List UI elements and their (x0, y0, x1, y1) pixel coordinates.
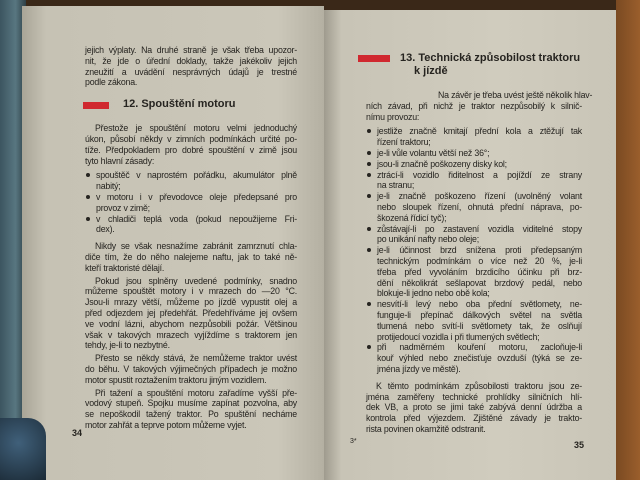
bullet-dot-icon (86, 173, 90, 177)
text-line: Nikdy se však nesnažíme zabránit zamrznutí chla- (95, 241, 297, 252)
bullet-item (366, 191, 582, 223)
bullet-dot-icon (367, 151, 371, 155)
text-line: dex). (96, 224, 115, 235)
paragraph (366, 381, 582, 435)
text-line: ních závad, při nichž je traktor nezpůsobilý k silnič- (366, 100, 582, 111)
text-line: kteří traktoristé dělají. (85, 262, 165, 273)
heading-line: k jízdě (414, 65, 448, 77)
text-line: tlumená nebo svítí-li světlomety tak, že oslňují (377, 320, 582, 331)
text-line: škozená řídicí tyč); (377, 212, 447, 223)
text-line: K těmto podmínkám způsobilosti traktoru jsou ze- (376, 380, 582, 391)
section-heading-13 (400, 52, 580, 78)
text-line: před odjezdem jej předehřát. Předehříváme jej ovšem (85, 307, 297, 318)
paragraph (366, 90, 593, 122)
text-line: spouštěč v naprostém pořádku, akumulátor plně (96, 170, 297, 181)
bullet-item (366, 299, 582, 342)
text-line: řízení traktoru; (377, 137, 431, 148)
text-line: nesvítí-li levý nebo oba přední světlomety, ne- (377, 299, 582, 310)
text-line: je-li značně poškozeno řízení (uvolněný volant (377, 191, 582, 202)
page-number-right: 35 (574, 440, 585, 450)
bullet-dot-icon (367, 194, 371, 198)
left-page-text (85, 45, 297, 433)
text-line: kontrola před výjezdem. Zjištěné závady je trakto- (366, 413, 582, 424)
bullet-item (366, 245, 582, 299)
text-line: třeba před vyvoláním brzdicího účinku při brz- (377, 266, 582, 277)
text-line: Jsou-li mrazy větší, můžeme po jízdě vypustit olej a (85, 297, 297, 308)
bullet-item (85, 214, 297, 236)
text-line: diče tím, že do něho nalejeme naftu, jak to také ně- (85, 251, 297, 262)
wooden-table (616, 0, 640, 480)
heading-text: 12. Spouštění motoru (123, 98, 236, 111)
text-line: v chladiči teplá voda (pokud nepoužijeme Fri- (96, 213, 297, 224)
paragraph (85, 45, 297, 88)
bullet-item (366, 148, 582, 159)
text-line: provoz v zimě; (96, 202, 150, 213)
text-line: nabitý; (96, 181, 121, 192)
bullet-item (366, 224, 582, 246)
text-line: se nepoškodil tažený traktor. Po spuštění necháme (85, 409, 297, 420)
text-line: na stranu; (377, 180, 415, 191)
paragraph (85, 241, 297, 273)
red-heading-bar (83, 102, 109, 109)
text-line: tíže. Předpokladem pro dobré spouštění v zimě jsou (85, 144, 297, 155)
text-line: Pokud jsou splněny uvedené podmínky, snadno (95, 275, 297, 286)
text-line: motor spustit roztažením traktoru jiným vozidlem. (85, 374, 267, 385)
bullet-dot-icon (367, 302, 371, 306)
bullet-dot-icon (367, 248, 371, 252)
text-line: tehdy, je-li to nezbytné. (85, 340, 170, 351)
blue-object-corner (0, 418, 46, 480)
text-line: nit, že jde o úřední doklady, takže jakékoliv jejich (85, 55, 297, 66)
bullet-dot-icon (367, 173, 371, 177)
text-line: jsou-li značně poškozeny disky kol; (377, 158, 507, 169)
text-line: však v takových mrazech vyjíždíme s traktorem jen (85, 329, 297, 340)
text-line: motor zahřát a teprve potom můžeme vyjet. (85, 419, 247, 430)
text-line: nebo sloupek řízení, ohnutá přední náprava, po- (377, 201, 582, 212)
text-line: Na závěr je třeba uvést ještě několik hlav- (438, 90, 593, 100)
red-heading-bar (358, 55, 390, 62)
bullet-item (366, 170, 582, 192)
text-line: dění několikrát sešlapovat brzdový pedál, nebo (377, 277, 582, 288)
page-number-left: 34 (72, 428, 83, 438)
text-line: technickým podmínkám o více než 20 %, je-li (377, 255, 582, 266)
bullet-item (85, 192, 297, 214)
text-line: po unikání nafty nebo oleje; (377, 234, 479, 245)
section-heading (85, 98, 297, 111)
text-line: je-li účinnost brzd snížena proti předepsaným (377, 245, 582, 256)
text-line: funguje-li přepínač dálkových světel na světla (377, 309, 582, 320)
text-line: jestliže značně kmitají přední kola a ztěžují tak (377, 126, 582, 137)
text-line: dek VB, a proto se jimi také zabývá denní údržba a (366, 402, 582, 413)
text-line: zneužití a uvádění nesprávných údajů je trestné (85, 66, 297, 77)
text-line: jména jízdy ve městě). (377, 363, 461, 374)
bullet-list (85, 170, 297, 235)
bullet-dot-icon (367, 162, 371, 166)
text-line: do běhu. V takových výjimečných případech je možno (85, 363, 297, 374)
text-line: nímu provozu: (366, 111, 420, 122)
paragraph (85, 123, 297, 166)
text-line: jména zaměřeny technické prohlídky silničních hlí- (366, 391, 582, 402)
text-line: zůstávají-li po zastavení vozidla viditelné stopy (377, 223, 582, 234)
text-line: úkon, působí někdy v zimních podmínkách určité po- (85, 133, 297, 144)
text-line: je-li vůle volantu větší než 36°; (377, 147, 490, 158)
paragraph (85, 388, 297, 431)
text-line: při nadměrném kouření motoru, zacloňuje-li (377, 342, 582, 353)
text-line: rista povinen okamžitě odstranit. (366, 423, 486, 434)
bullet-dot-icon (367, 129, 371, 133)
bullet-item (366, 126, 582, 148)
heading-line: 13. Technická způsobilost traktoru (400, 52, 581, 64)
right-page (324, 10, 616, 480)
text-line: Přestože je spouštění motoru velmi jednoduchý (95, 123, 297, 134)
text-line: Přesto se někdy stává, že nemůžeme traktor uvést (95, 353, 297, 364)
right-page-text (366, 90, 593, 437)
bullet-dot-icon (367, 227, 371, 231)
text-line: protijedoucí vozidla i při tlumených světlech; (377, 331, 540, 342)
text-line: jejich výplaty. Na druhé straně je však třeba upozor- (85, 45, 297, 55)
text-line: můžeme spouštět motory i v mrazech do —20 °C. (85, 286, 297, 297)
bullet-dot-icon (367, 345, 371, 349)
bullet-item (366, 342, 582, 374)
text-line: tyto hlavní zásady: (85, 155, 155, 166)
bullet-item (85, 170, 297, 192)
text-line: v motoru i v převodovce oleje předepsané pro (96, 191, 297, 202)
paragraph (85, 353, 297, 385)
text-line: podle zákona. (85, 77, 138, 88)
bullet-item (366, 159, 582, 170)
text-line: vodový stupeň. Spojku musíme zapínat pozvolna, aby (85, 398, 297, 409)
bullet-dot-icon (86, 195, 90, 199)
text-line: ve vodní lázni, abychom nezpůsobili požár. Většinou (85, 318, 297, 329)
text-line: Při tažení a spouštění motoru zařadíme vyšší pře- (95, 387, 297, 398)
paragraph (85, 276, 297, 352)
text-line: ztrácí-li vozidlo řiditelnost a pojíždí ze strany (377, 169, 582, 180)
text-line: blokuje-li jedno nebo obě kola; (377, 288, 490, 299)
bullet-list (366, 126, 582, 374)
bullet-dot-icon (86, 217, 90, 221)
left-page (22, 6, 324, 480)
text-line: kouř výhled nebo znečisťuje ovzduší (týká se ze- (377, 353, 582, 364)
signature-mark: 3* (350, 438, 357, 445)
